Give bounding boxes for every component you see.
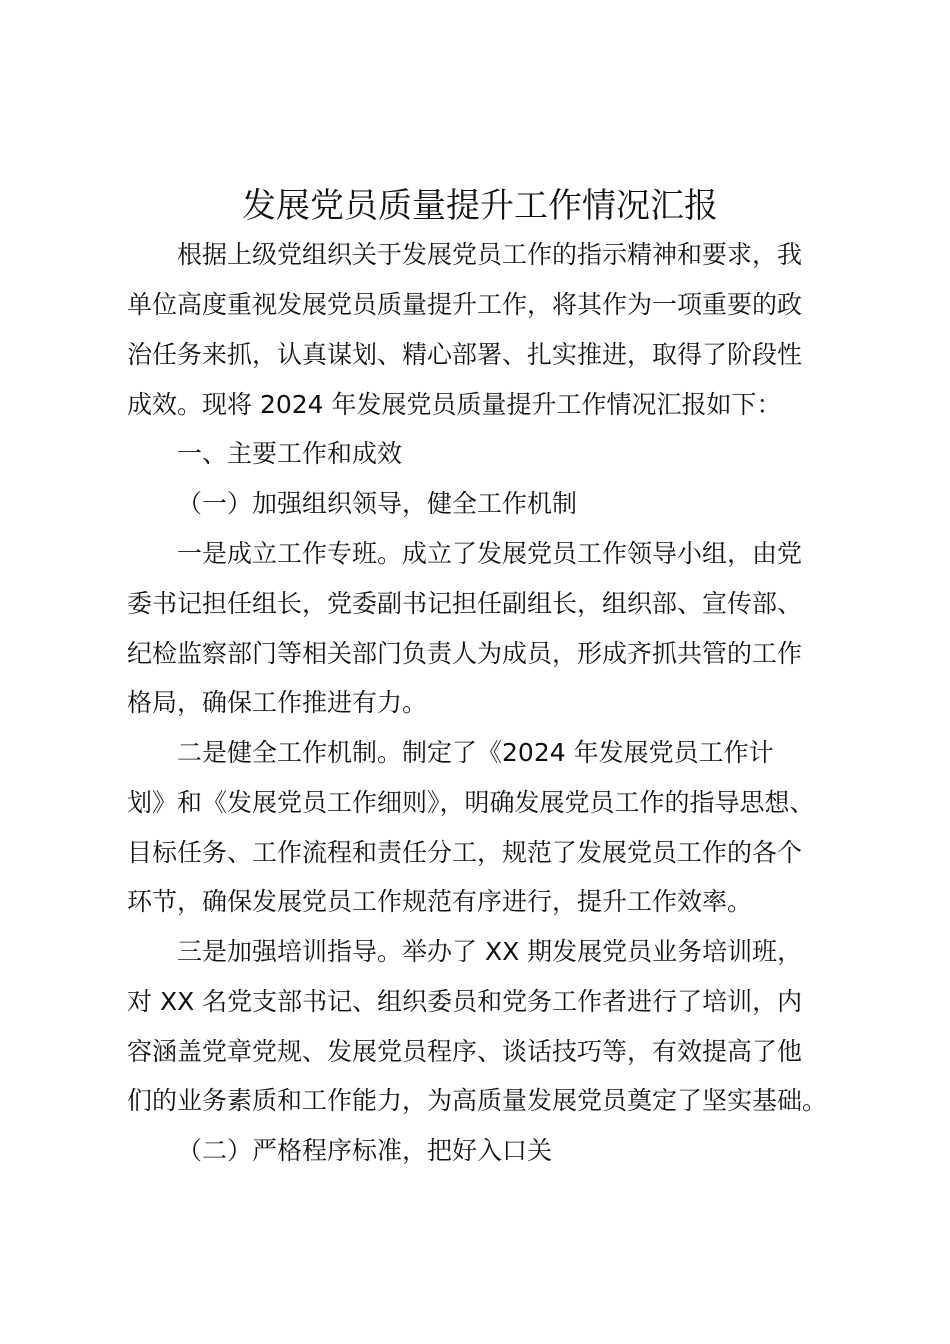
paragraph-line: 们的业务素质和工作能力，为高质量发展党员奠定了坚实基础。 [127,1086,828,1115]
paragraph-line: 一是成立工作专班。成立了发展党员工作领导小组，由党 [177,539,803,568]
paragraph-line: 根据上级党组织关于发展党员工作的指示精神和要求，我 [177,240,803,269]
paragraph-line: 划》和《发展党员工作细则》，明确发展党员工作的指导思想、 [127,788,815,817]
paragraph-line: 容涵盖党章党规、发展党员程序、谈话技巧等，有效提高了他 [127,1037,803,1066]
paragraph-line: 环节，确保发展党员工作规范有序进行，提升工作效率。 [127,887,753,916]
subsection-heading: （二）严格程序标准，把好入口关 [177,1136,553,1165]
paragraph-line: 二是健全工作机制。制定了《2024 年发展党员工作计 [177,738,774,767]
paragraph-line: 纪检监察部门等相关部门负责人为成员，形成齐抓共管的工作 [127,639,803,668]
paragraph-line: 单位高度重视发展党员质量提升工作，将其作为一项重要的政 [127,290,803,319]
paragraph-line: 格局，确保工作推进有力。 [127,688,428,717]
document-title: 发展党员质量提升工作情况汇报 [242,186,718,226]
paragraph-line: 目标任务、工作流程和责任分工，规范了发展党员工作的各个 [127,838,803,867]
paragraph-line: 三是加强培训指导。举办了 XX 期发展党员业务培训班， [177,937,803,966]
paragraph-line: 对 XX 名党支部书记、组织委员和党务工作者进行了培训，内 [127,987,803,1016]
subsection-heading: （一）加强组织领导，健全工作机制 [177,489,578,518]
paragraph-line: 成效。现将 2024 年发展党员质量提升工作情况汇报如下： [127,390,782,419]
section-heading: 一、主要工作和成效 [177,439,403,468]
paragraph-line: 治任务来抓，认真谋划、精心部署、扎实推进，取得了阶段性 [127,340,803,369]
paragraph-line: 委书记担任组长，党委副书记担任副组长，组织部、宣传部、 [127,589,803,618]
